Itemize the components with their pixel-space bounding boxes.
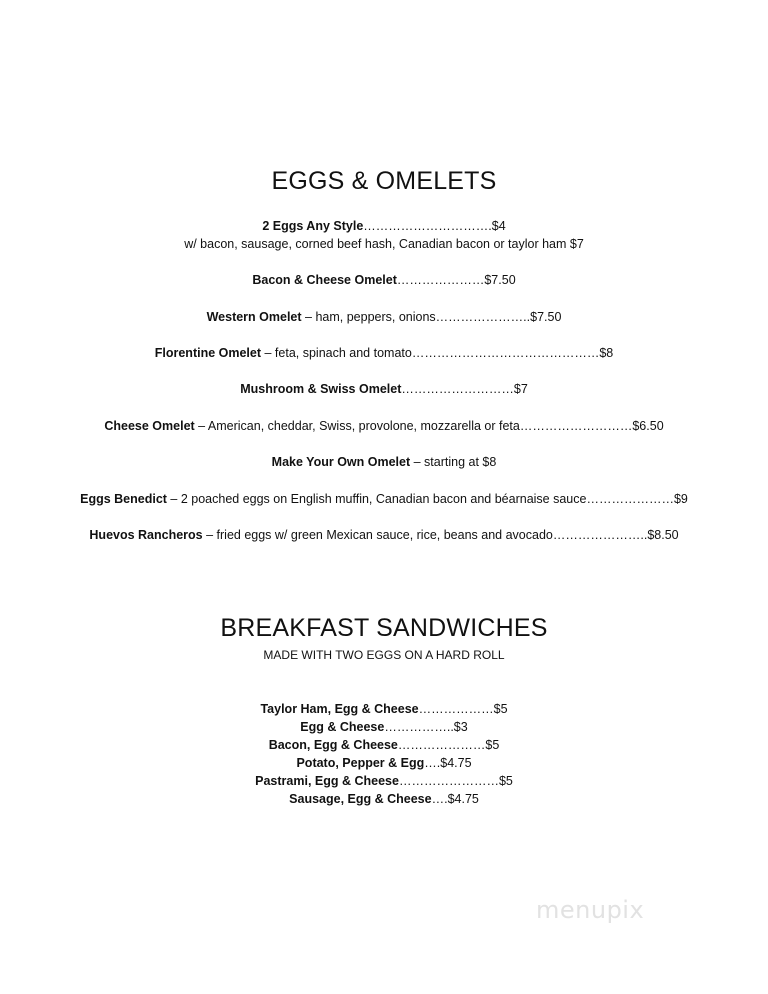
item-name: Egg & Cheese xyxy=(300,720,385,734)
item-name: Sausage, Egg & Cheese xyxy=(289,792,432,806)
item-leader: …………….. xyxy=(384,720,454,734)
item-leader: ………………… xyxy=(397,738,486,752)
item-price: $7.50 xyxy=(484,273,516,287)
item-name: Cheese Omelet xyxy=(104,419,195,433)
menu-item-florentine-omelet xyxy=(0,345,768,362)
item-leader: …. xyxy=(431,792,448,806)
eggs-section-title: EGGS & OMELETS xyxy=(271,167,497,195)
item-name: Western Omelet xyxy=(206,310,302,324)
menu-item-sub-line xyxy=(0,236,768,253)
menu-item-mushroom-swiss-omelet xyxy=(0,381,768,398)
item-name: Bacon & Cheese Omelet xyxy=(252,273,397,287)
item-desc: – feta, spinach and tomato xyxy=(261,346,412,360)
item-price: $5 xyxy=(485,738,500,752)
item-name: Taylor Ham, Egg & Cheese xyxy=(260,702,419,716)
item-leader: …. xyxy=(424,756,441,770)
item-price: $4.75 xyxy=(447,792,479,806)
item-price: $6.50 xyxy=(632,419,664,433)
item-price: $5 xyxy=(493,702,508,716)
sandwich-item-pastrami-egg-cheese xyxy=(0,773,768,790)
item-name: Make Your Own Omelet xyxy=(271,455,411,469)
menu-item-western-omelet xyxy=(0,309,768,326)
item-leader: ………………….. xyxy=(435,310,531,324)
menu-item-eggs-benedict xyxy=(0,491,768,508)
item-price: $8.50 xyxy=(647,528,679,542)
item-name: Bacon, Egg & Cheese xyxy=(268,738,398,752)
item-price: $7.50 xyxy=(530,310,562,324)
sandwich-item-egg-cheese xyxy=(0,719,768,736)
item-leader: …………………… xyxy=(398,774,499,788)
item-price: $8 xyxy=(599,346,614,360)
sandwich-item-sausage-egg-cheese xyxy=(0,791,768,808)
item-desc: – 2 poached eggs on English muffin, Canadian bacon and béarnaise sauce xyxy=(166,492,587,506)
menu-item-bacon-cheese-omelet xyxy=(0,272,768,289)
menu-item-make-your-own-omelet xyxy=(0,454,768,471)
item-leader: ………………… xyxy=(396,273,485,287)
item-name: Huevos Rancheros xyxy=(89,528,203,542)
item-name: Potato, Pepper & Egg xyxy=(296,756,425,770)
menu-item-cheese-omelet xyxy=(0,418,768,435)
menupix-watermark: menupix xyxy=(536,896,645,924)
sandwich-item-taylor-ham xyxy=(0,701,768,718)
item-leader: ………………….. xyxy=(552,528,648,542)
item-name: Eggs Benedict xyxy=(80,492,167,506)
item-name: Pastrami, Egg & Cheese xyxy=(255,774,399,788)
item-name: 2 Eggs Any Style xyxy=(262,219,364,233)
item-name: Florentine Omelet xyxy=(154,346,262,360)
item-price: $5 xyxy=(498,774,513,788)
sandwich-section-subtitle: MADE WITH TWO EGGS ON A HARD ROLL xyxy=(263,648,505,662)
item-leader: ……………… xyxy=(418,702,494,716)
item-price: $9 xyxy=(673,492,688,506)
item-desc: – fried eggs w/ green Mexican sauce, rice, beans and avocado xyxy=(202,528,553,542)
item-leader: ……………………… xyxy=(401,382,514,396)
item-leader: ……………………………………… xyxy=(411,346,600,360)
sandwich-item-potato-pepper-egg xyxy=(0,755,768,772)
item-leader: ………………… xyxy=(586,492,674,506)
item-sub-text: w/ bacon, sausage, corned beef hash, Canadian bacon or taylor ham $7 xyxy=(184,237,584,251)
item-desc: – American, cheddar, Swiss, provolone, mozzarella or feta xyxy=(194,419,520,433)
item-desc: – ham, peppers, onions xyxy=(301,310,436,324)
item-desc: – starting at $8 xyxy=(410,455,497,469)
item-price: $3 xyxy=(453,720,468,734)
sandwich-section-title: BREAKFAST SANDWICHES xyxy=(220,614,548,642)
sandwich-item-bacon-egg-cheese xyxy=(0,737,768,754)
item-leader: ……………………… xyxy=(519,419,633,433)
item-price: $4 xyxy=(491,219,506,233)
menu-item-2-eggs-any-style xyxy=(0,218,768,235)
menu-item-huevos-rancheros xyxy=(0,527,768,544)
item-name: Mushroom & Swiss Omelet xyxy=(240,382,402,396)
item-price: $7 xyxy=(513,382,528,396)
item-leader: …………………………. xyxy=(363,219,492,233)
item-price: $4.75 xyxy=(440,756,472,770)
